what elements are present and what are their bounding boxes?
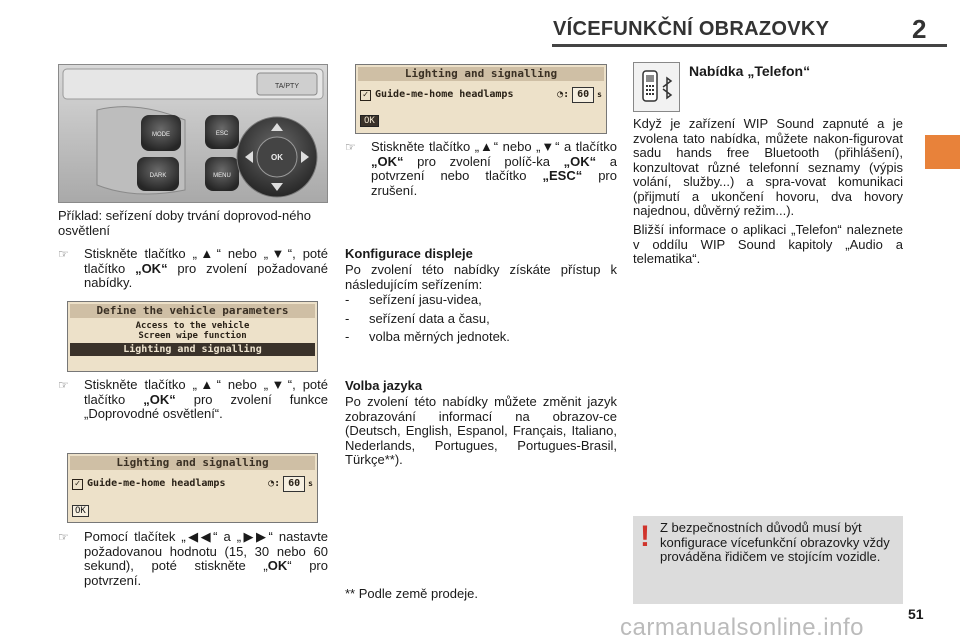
step-bold: „OK“ <box>143 391 176 407</box>
lcd-unit: s <box>597 90 602 99</box>
checkbox-icon: ✓ <box>360 90 371 101</box>
dark-label: DARK <box>149 173 167 179</box>
step-text: pro zvolení požadované nabídky. <box>84 260 329 290</box>
lcd-item: Guide-me-home headlamps <box>375 89 514 100</box>
chapter-number: 2 <box>912 14 927 44</box>
step-bold: OK <box>267 558 288 573</box>
lcd-selected-item: Lighting and signalling <box>70 343 315 356</box>
lcd-value: 60 <box>283 476 305 492</box>
mode-label: MODE <box>152 132 170 138</box>
watermark: carmanualsonline.info <box>620 614 864 641</box>
step-bold: „OK“ <box>135 260 168 276</box>
language-text: Po zvolení této nabídky můžete změnit jazyk zobrazování informací na obrazov-ce (Deutsch, English, Espanol, Français, Italiano, Nederlands, Portugues, Portugues-Brasil, Türkçe**). <box>345 394 617 467</box>
safety-warning-text: Z bezpečnostních důvodů musí být konfigurace vícefunkční obrazovky vždy prováděna řidičem ve stojícím vozidle. <box>660 520 890 564</box>
step-text: pro zvolení funkce „Doprovodné osvětlení“. <box>84 391 329 421</box>
step-text: pro zvolení políč-ka <box>403 153 564 169</box>
section-heading-language: Volba jazyka <box>345 378 423 393</box>
step-select-function <box>58 378 328 422</box>
page-number: 51 <box>908 606 924 622</box>
lcd-item: Screen wipe function <box>138 331 247 341</box>
display-settings-list <box>345 293 617 345</box>
list-item-text: volba měrných jednotek. <box>369 329 510 344</box>
list-item: - volba měrných jednotek. <box>345 329 510 344</box>
lcd-value: 60 <box>572 87 594 103</box>
hand-pointer-icon: ☞ <box>58 378 69 392</box>
lcd-title: Define the vehicle parameters <box>70 304 315 318</box>
lcd-title: Lighting and signalling <box>358 67 604 81</box>
lcd-row <box>360 87 602 103</box>
phone-reference: Bližší informace o aplikaci „Telefon“ naleznete v oddílu WIP Sound kapitoly „Audio a telematika“. <box>633 222 903 266</box>
lcd-screen-parameters <box>67 301 318 372</box>
footnote: ** Podle země prodeje. <box>345 586 478 601</box>
lcd-ok-box: OK <box>72 505 89 517</box>
list-item: - seřízení data a času, <box>345 310 490 326</box>
list-item-text: seřízení data a času, <box>369 310 490 326</box>
ta-pty-label: TA/PTY <box>275 83 299 90</box>
step-text: Pomocí tlačítek „◀◀“ a „▶▶“ nastavte požadovanou hodnotu (15, 30 nebo 60 sekund), poté stiskněte „ <box>84 529 328 573</box>
lcd-unit: s <box>308 479 313 488</box>
step-text: pro zrušení. <box>371 168 617 198</box>
warning-icon: ! <box>640 520 650 553</box>
step-text: Stiskněte tlačítko „▲“ nebo „▼“, poté tlačítko <box>84 246 328 276</box>
step-adjust-value <box>58 530 328 588</box>
clock-icon: ◔: <box>557 89 570 100</box>
list-item-text: seřízení jasu-videa, <box>369 292 482 307</box>
clock-icon: ◔: <box>268 478 281 489</box>
hand-pointer-icon: ☞ <box>58 247 69 261</box>
header-rule <box>552 44 947 47</box>
phone-bluetooth-icon <box>633 62 680 112</box>
lcd-item: Guide-me-home headlamps <box>87 478 226 489</box>
lcd-screen-lighting-ok <box>355 64 607 134</box>
section-heading-display: Konfigurace displeje <box>345 246 473 261</box>
step-select-menu <box>58 247 328 291</box>
step-text: a potvrzení nebo tlačítko <box>371 153 617 183</box>
lcd-item: Access to the vehicle <box>135 321 250 331</box>
ok-label: OK <box>271 153 283 162</box>
checkbox-icon: ✓ <box>72 479 83 490</box>
photo-caption: Příklad: seřízení doby trvání doprovod-ného osvětlení <box>58 208 311 238</box>
control-panel-photo <box>58 64 328 203</box>
chapter-tab <box>925 135 960 169</box>
menu-label: MENU <box>213 173 231 179</box>
step-bold: „OK“ <box>371 153 404 169</box>
lcd-row <box>72 476 313 492</box>
section-heading-phone: Nabídka „Telefon“ <box>689 63 811 79</box>
control-panel-illustration <box>59 65 327 202</box>
esc-label: ESC <box>215 131 229 137</box>
step-text: “ pro potvrzení. <box>84 558 328 588</box>
step-bold: „OK“ <box>563 153 597 169</box>
step-confirm <box>345 140 617 198</box>
hand-pointer-icon: ☞ <box>58 530 69 544</box>
lcd-screen-lighting <box>67 453 318 523</box>
lcd-ok-box-selected: OK <box>360 115 379 127</box>
step-text: Stiskněte tlačítko „▲“ nebo „▼“ a tlačítko <box>371 139 617 154</box>
list-item: - seřízení jasu-videa, <box>345 292 482 307</box>
step-text: Stiskněte tlačítko „▲“ nebo „▼“, poté tlačítko <box>84 377 328 407</box>
step-bold: „ESC“ <box>542 168 583 183</box>
hand-pointer-icon: ☞ <box>345 140 356 154</box>
page-title: VÍCEFUNKČNÍ OBRAZOVKY <box>553 18 830 40</box>
display-intro: Po zvolení této nabídky získáte přístup k následujícím seřízením: <box>345 262 617 292</box>
lcd-title: Lighting and signalling <box>70 456 315 470</box>
phone-paragraph: Když je zařízení WIP Sound zapnuté a je zvolena tato nabídka, můžete nakon-figurovat sadu hands free Bluetooth (přihlášení), konzultovat různé telefonní seznamy (výpis volání, služby...) a spra-vovat komunikaci (přijmutí a ukončení hovoru, dva hovory najednou, důvěrný režim...). <box>633 116 903 218</box>
